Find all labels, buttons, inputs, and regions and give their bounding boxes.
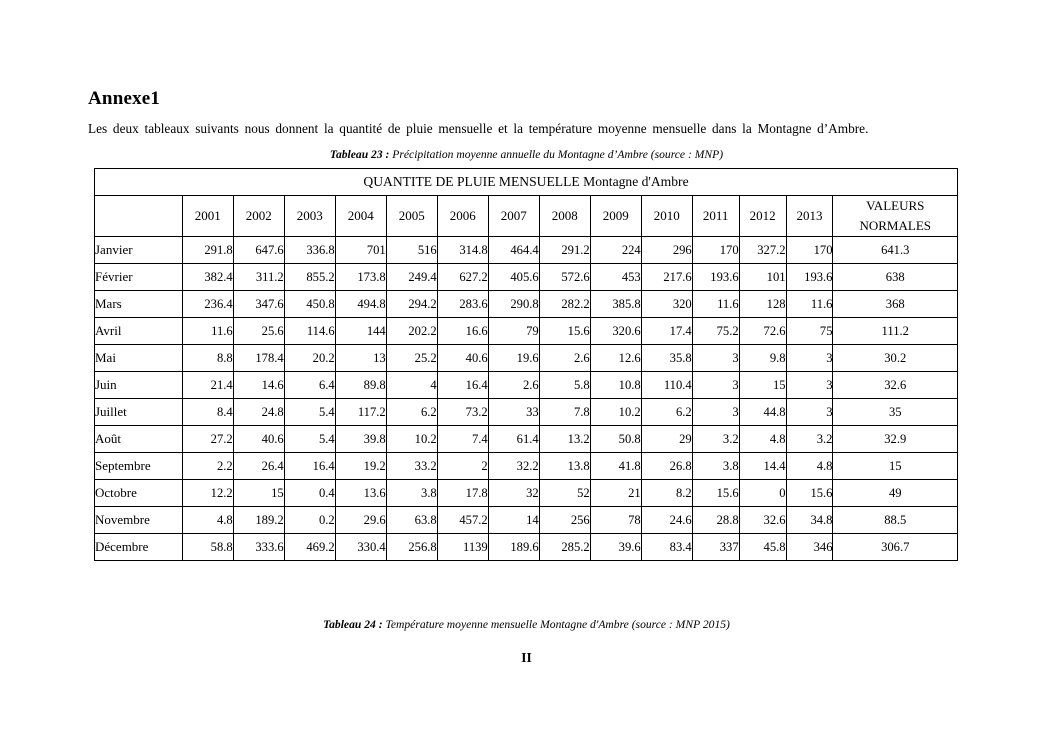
cell-value: 32.2 xyxy=(488,453,539,480)
cell-value: 78 xyxy=(590,507,641,534)
cell-value: 516 xyxy=(386,237,437,264)
cell-value: 5.4 xyxy=(284,426,335,453)
row-month-label: Juin xyxy=(95,372,183,399)
cell-value: 173.8 xyxy=(335,264,386,291)
row-month-label: Septembre xyxy=(95,453,183,480)
table-row xyxy=(95,345,958,372)
cell-value: 29.6 xyxy=(335,507,386,534)
cell-value: 224 xyxy=(590,237,641,264)
row-month-label: Avril xyxy=(95,318,183,345)
cell-value: 40.6 xyxy=(437,345,488,372)
cell-value: 3 xyxy=(692,345,739,372)
cell-value: 15.6 xyxy=(786,480,833,507)
header-normal-line1: VALEURS xyxy=(866,198,925,213)
cell-value: 19.6 xyxy=(488,345,539,372)
cell-value: 236.4 xyxy=(182,291,233,318)
table-row xyxy=(95,534,958,561)
cell-value: 16.4 xyxy=(437,372,488,399)
cell-value: 13.6 xyxy=(335,480,386,507)
caption-bottom-label: Tableau 24 : xyxy=(323,618,383,631)
cell-value: 28.8 xyxy=(692,507,739,534)
cell-value: 83.4 xyxy=(641,534,692,561)
header-year-2008: 2008 xyxy=(539,196,590,237)
header-year-2003: 2003 xyxy=(284,196,335,237)
cell-value: 294.2 xyxy=(386,291,437,318)
cell-value: 217.6 xyxy=(641,264,692,291)
cell-value: 3.8 xyxy=(386,480,437,507)
cell-value: 26.4 xyxy=(233,453,284,480)
cell-value: 79 xyxy=(488,318,539,345)
cell-value: 16.6 xyxy=(437,318,488,345)
cell-normal-value: 306.7 xyxy=(833,534,958,561)
cell-value: 3 xyxy=(786,399,833,426)
cell-value: 572.6 xyxy=(539,264,590,291)
cell-value: 24.6 xyxy=(641,507,692,534)
cell-value: 19.2 xyxy=(335,453,386,480)
cell-value: 320.6 xyxy=(590,318,641,345)
cell-value: 11.6 xyxy=(692,291,739,318)
cell-value: 10.2 xyxy=(386,426,437,453)
cell-value: 3.8 xyxy=(692,453,739,480)
cell-value: 285.2 xyxy=(539,534,590,561)
row-month-label: Octobre xyxy=(95,480,183,507)
table-caption-bottom xyxy=(0,618,1053,631)
header-year-2001: 2001 xyxy=(182,196,233,237)
cell-value: 320 xyxy=(641,291,692,318)
cell-value: 202.2 xyxy=(386,318,437,345)
cell-value: 39.6 xyxy=(590,534,641,561)
cell-value: 20.2 xyxy=(284,345,335,372)
cell-value: 855.2 xyxy=(284,264,335,291)
cell-value: 3.2 xyxy=(786,426,833,453)
cell-value: 34.8 xyxy=(786,507,833,534)
cell-normal-value: 49 xyxy=(833,480,958,507)
cell-value: 29 xyxy=(641,426,692,453)
table-body xyxy=(95,237,958,561)
cell-value: 296 xyxy=(641,237,692,264)
header-blank-cell xyxy=(95,196,183,237)
cell-value: 2.6 xyxy=(539,345,590,372)
cell-value: 290.8 xyxy=(488,291,539,318)
row-month-label: Décembre xyxy=(95,534,183,561)
cell-value: 40.6 xyxy=(233,426,284,453)
cell-normal-value: 111.2 xyxy=(833,318,958,345)
cell-value: 32.6 xyxy=(739,507,786,534)
cell-value: 1139 xyxy=(437,534,488,561)
cell-value: 14.6 xyxy=(233,372,284,399)
cell-value: 24.8 xyxy=(233,399,284,426)
cell-normal-value: 35 xyxy=(833,399,958,426)
cell-value: 256.8 xyxy=(386,534,437,561)
table-title-row xyxy=(95,169,958,196)
cell-value: 701 xyxy=(335,237,386,264)
cell-value: 101 xyxy=(739,264,786,291)
row-month-label: Juillet xyxy=(95,399,183,426)
cell-value: 75 xyxy=(786,318,833,345)
table-row xyxy=(95,291,958,318)
cell-value: 7.8 xyxy=(539,399,590,426)
cell-value: 144 xyxy=(335,318,386,345)
cell-value: 33.2 xyxy=(386,453,437,480)
cell-value: 63.8 xyxy=(386,507,437,534)
cell-value: 15.6 xyxy=(692,480,739,507)
cell-normal-value: 638 xyxy=(833,264,958,291)
row-month-label: Mai xyxy=(95,345,183,372)
cell-normal-value: 30.2 xyxy=(833,345,958,372)
cell-value: 13 xyxy=(335,345,386,372)
table-row xyxy=(95,480,958,507)
header-year-2009: 2009 xyxy=(590,196,641,237)
cell-value: 5.4 xyxy=(284,399,335,426)
cell-value: 11.6 xyxy=(182,318,233,345)
row-month-label: Janvier xyxy=(95,237,183,264)
cell-value: 0.4 xyxy=(284,480,335,507)
cell-value: 21 xyxy=(590,480,641,507)
cell-value: 9.8 xyxy=(739,345,786,372)
cell-value: 15.6 xyxy=(539,318,590,345)
cell-value: 330.4 xyxy=(335,534,386,561)
cell-value: 14 xyxy=(488,507,539,534)
cell-value: 494.8 xyxy=(335,291,386,318)
cell-value: 12.2 xyxy=(182,480,233,507)
table-row xyxy=(95,426,958,453)
cell-value: 41.8 xyxy=(590,453,641,480)
cell-value: 170 xyxy=(786,237,833,264)
cell-value: 6.2 xyxy=(641,399,692,426)
cell-value: 17.8 xyxy=(437,480,488,507)
cell-value: 327.2 xyxy=(739,237,786,264)
cell-value: 72.6 xyxy=(739,318,786,345)
cell-value: 35.8 xyxy=(641,345,692,372)
table-row xyxy=(95,399,958,426)
cell-value: 0 xyxy=(739,480,786,507)
cell-value: 333.6 xyxy=(233,534,284,561)
cell-value: 50.8 xyxy=(590,426,641,453)
cell-value: 73.2 xyxy=(437,399,488,426)
cell-value: 10.8 xyxy=(590,372,641,399)
cell-value: 3.2 xyxy=(692,426,739,453)
header-year-2004: 2004 xyxy=(335,196,386,237)
cell-value: 2.6 xyxy=(488,372,539,399)
header-normal-values xyxy=(833,196,958,237)
cell-value: 13.2 xyxy=(539,426,590,453)
cell-value: 52 xyxy=(539,480,590,507)
cell-value: 21.4 xyxy=(182,372,233,399)
cell-value: 249.4 xyxy=(386,264,437,291)
cell-value: 283.6 xyxy=(437,291,488,318)
cell-value: 453 xyxy=(590,264,641,291)
table-row xyxy=(95,318,958,345)
header-year-2006: 2006 xyxy=(437,196,488,237)
caption-top-label: Tableau 23 : xyxy=(329,148,390,161)
cell-value: 4.8 xyxy=(739,426,786,453)
cell-value: 12.6 xyxy=(590,345,641,372)
header-year-2002: 2002 xyxy=(233,196,284,237)
cell-value: 385.8 xyxy=(590,291,641,318)
page-title: Annexe1 xyxy=(88,88,161,109)
cell-value: 464.4 xyxy=(488,237,539,264)
header-year-2010: 2010 xyxy=(641,196,692,237)
cell-value: 10.2 xyxy=(590,399,641,426)
cell-value: 450.8 xyxy=(284,291,335,318)
table-row xyxy=(95,264,958,291)
cell-value: 256 xyxy=(539,507,590,534)
cell-value: 3 xyxy=(692,399,739,426)
cell-value: 26.8 xyxy=(641,453,692,480)
cell-value: 15 xyxy=(739,372,786,399)
cell-value: 382.4 xyxy=(182,264,233,291)
cell-value: 13.8 xyxy=(539,453,590,480)
cell-value: 27.2 xyxy=(182,426,233,453)
cell-normal-value: 88.5 xyxy=(833,507,958,534)
intro-paragraph: Les deux tableaux suivants nous donnent la quantité de pluie mensuelle et la température moyenne mensuelle dans la Montagne d’Ambre. xyxy=(88,121,869,136)
cell-value: 0.2 xyxy=(284,507,335,534)
cell-value: 16.4 xyxy=(284,453,335,480)
cell-value: 11.6 xyxy=(786,291,833,318)
cell-value: 2.2 xyxy=(182,453,233,480)
cell-value: 2 xyxy=(437,453,488,480)
table-header-row xyxy=(95,196,958,237)
table-row xyxy=(95,453,958,480)
cell-value: 8.4 xyxy=(182,399,233,426)
cell-value: 25.6 xyxy=(233,318,284,345)
table-row xyxy=(95,237,958,264)
cell-value: 6.2 xyxy=(386,399,437,426)
cell-value: 39.8 xyxy=(335,426,386,453)
cell-normal-value: 641.3 xyxy=(833,237,958,264)
cell-value: 627.2 xyxy=(437,264,488,291)
cell-value: 291.2 xyxy=(539,237,590,264)
caption-top-text: Précipitation moyenne annuelle du Montagne d’Ambre (source : MNP) xyxy=(389,148,724,161)
cell-value: 15 xyxy=(233,480,284,507)
cell-value: 3 xyxy=(786,372,833,399)
row-month-label: Mars xyxy=(95,291,183,318)
cell-value: 33 xyxy=(488,399,539,426)
row-month-label: Février xyxy=(95,264,183,291)
cell-value: 170 xyxy=(692,237,739,264)
cell-value: 3 xyxy=(692,372,739,399)
cell-value: 4.8 xyxy=(182,507,233,534)
cell-normal-value: 32.6 xyxy=(833,372,958,399)
table-title-cell: QUANTITE DE PLUIE MENSUELLE Montagne d'Ambre xyxy=(95,169,958,196)
cell-value: 4 xyxy=(386,372,437,399)
cell-value: 61.4 xyxy=(488,426,539,453)
cell-value: 337 xyxy=(692,534,739,561)
cell-value: 89.8 xyxy=(335,372,386,399)
cell-value: 3 xyxy=(786,345,833,372)
table-caption-top xyxy=(0,148,1053,161)
cell-value: 282.2 xyxy=(539,291,590,318)
cell-value: 5.8 xyxy=(539,372,590,399)
cell-value: 291.8 xyxy=(182,237,233,264)
cell-value: 346 xyxy=(786,534,833,561)
cell-value: 189.2 xyxy=(233,507,284,534)
header-normal-line2: NORMALES xyxy=(859,218,931,234)
cell-value: 117.2 xyxy=(335,399,386,426)
header-year-2007: 2007 xyxy=(488,196,539,237)
cell-value: 457.2 xyxy=(437,507,488,534)
cell-value: 58.8 xyxy=(182,534,233,561)
rainfall-table xyxy=(94,168,958,561)
page-number: II xyxy=(521,650,532,665)
cell-value: 32 xyxy=(488,480,539,507)
cell-value: 14.4 xyxy=(739,453,786,480)
row-month-label: Novembre xyxy=(95,507,183,534)
caption-bottom-text: Température moyenne mensuelle Montagne d'Ambre (source : MNP 2015) xyxy=(382,618,730,631)
cell-value: 336.8 xyxy=(284,237,335,264)
cell-value: 189.6 xyxy=(488,534,539,561)
cell-value: 17.4 xyxy=(641,318,692,345)
cell-value: 347.6 xyxy=(233,291,284,318)
cell-value: 25.2 xyxy=(386,345,437,372)
table-head xyxy=(95,169,958,237)
cell-value: 114.6 xyxy=(284,318,335,345)
cell-value: 311.2 xyxy=(233,264,284,291)
cell-value: 45.8 xyxy=(739,534,786,561)
cell-value: 110.4 xyxy=(641,372,692,399)
cell-value: 314.8 xyxy=(437,237,488,264)
cell-value: 469.2 xyxy=(284,534,335,561)
cell-value: 75.2 xyxy=(692,318,739,345)
cell-value: 193.6 xyxy=(786,264,833,291)
table-row xyxy=(95,372,958,399)
cell-value: 405.6 xyxy=(488,264,539,291)
header-year-2012: 2012 xyxy=(739,196,786,237)
header-year-2005: 2005 xyxy=(386,196,437,237)
cell-value: 8.2 xyxy=(641,480,692,507)
cell-value: 6.4 xyxy=(284,372,335,399)
row-month-label: Août xyxy=(95,426,183,453)
cell-value: 7.4 xyxy=(437,426,488,453)
cell-value: 647.6 xyxy=(233,237,284,264)
table-row xyxy=(95,507,958,534)
header-year-2011: 2011 xyxy=(692,196,739,237)
header-year-2013: 2013 xyxy=(786,196,833,237)
cell-value: 44.8 xyxy=(739,399,786,426)
cell-value: 8.8 xyxy=(182,345,233,372)
cell-normal-value: 32.9 xyxy=(833,426,958,453)
cell-normal-value: 368 xyxy=(833,291,958,318)
cell-value: 4.8 xyxy=(786,453,833,480)
cell-value: 193.6 xyxy=(692,264,739,291)
cell-normal-value: 15 xyxy=(833,453,958,480)
cell-value: 178.4 xyxy=(233,345,284,372)
cell-value: 128 xyxy=(739,291,786,318)
